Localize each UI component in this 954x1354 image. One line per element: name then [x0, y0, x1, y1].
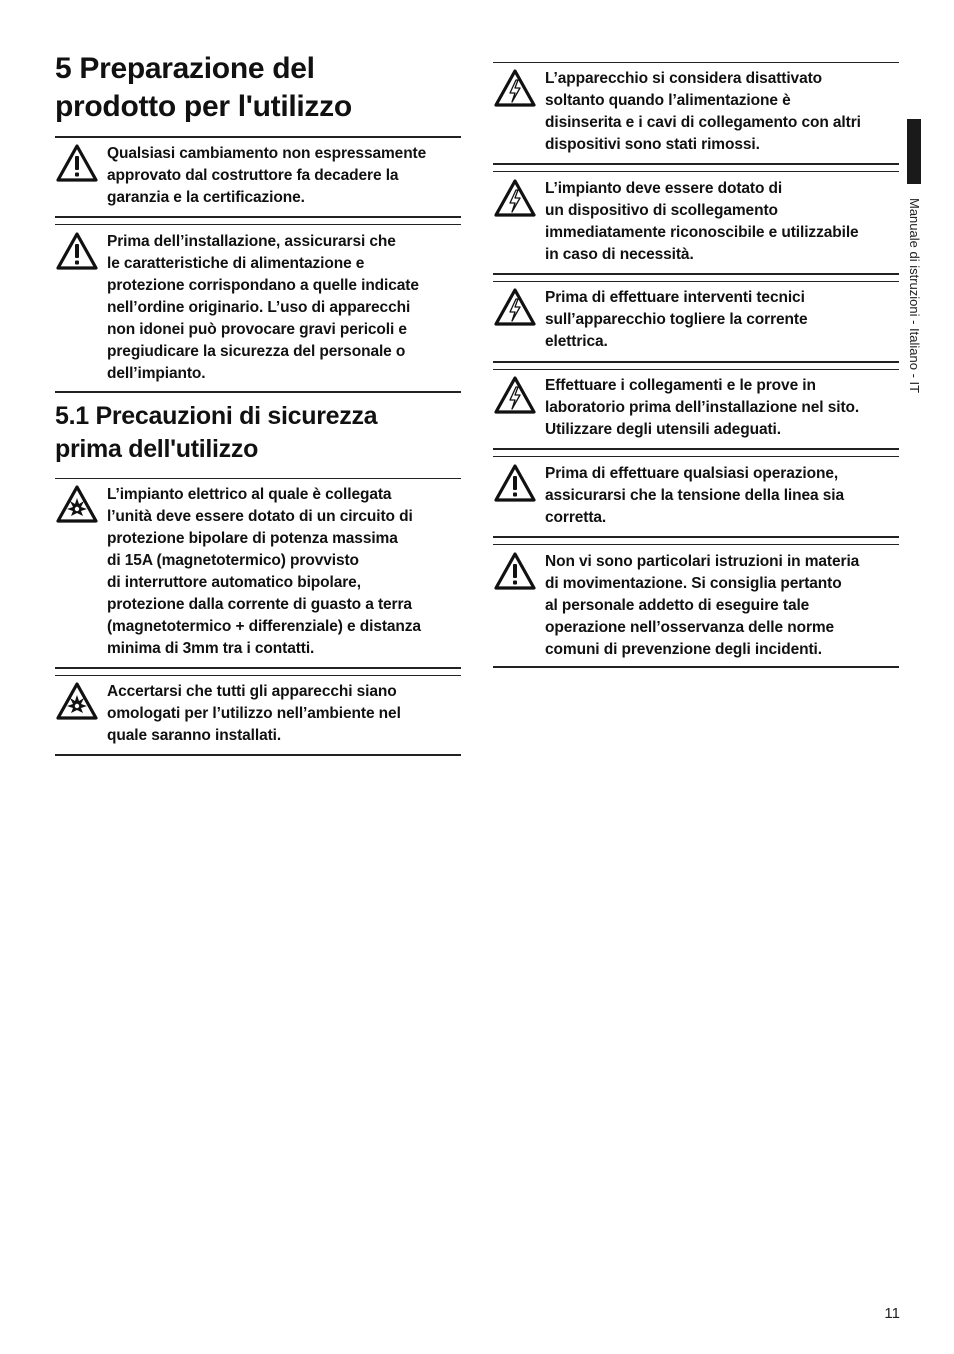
note-text: Prima dell’installazione, assicurarsi che le caratteristiche di alimentazione e protezione corrispondano a quelle indicate nell’ordine originario. L’uso di apparecchi non idonei può provocare gravi pericoli e pregiudicare la sicurezza del personale o dell’impianto.	[107, 233, 419, 382]
divider	[55, 391, 461, 393]
note-text: Prima di effettuare interventi tecnici sull’apparecchio togliere la corrente elettrica.	[545, 289, 808, 350]
note-text: Accertarsi che tutti gli apparecchi siano omologati per l’utilizzo nell’ambiente nel quale saranno installati.	[107, 683, 401, 744]
page-number: 11	[884, 1305, 900, 1322]
section-tab-marker	[907, 119, 921, 184]
note-text: L’impianto elettrico al quale è collegata l’unità deve essere dotato di un circuito di protezione bipolare di potenza massima di 15A (magnetotermico) provvisto di interruttore automatico bipolare, protezione dalla corrente di guasto a terra (magnetotermico + differenziale) e distanza minima di 3mm tra i contatti.	[107, 486, 421, 657]
electric-hazard-icon	[493, 287, 537, 327]
warning-icon	[493, 463, 537, 503]
electric-note	[493, 287, 899, 353]
electric-hazard-icon	[493, 178, 537, 218]
divider	[493, 361, 899, 363]
divider	[493, 171, 899, 172]
divider	[493, 666, 899, 668]
divider	[493, 273, 899, 275]
warning-icon	[55, 143, 99, 183]
explosion-note	[55, 484, 461, 660]
divider	[493, 62, 899, 63]
divider	[493, 369, 899, 370]
divider	[55, 478, 461, 479]
note-text: L’impianto deve essere dotato di un dispositivo di scollegamento immediatamente riconoscibile e utilizzabile in caso di necessità.	[545, 180, 859, 263]
divider	[493, 163, 899, 165]
divider	[493, 281, 899, 282]
warning-note	[493, 551, 899, 661]
sidebar-manual-label: Manuale di istruzioni - Italiano - IT	[907, 198, 922, 394]
note-text: Non vi sono particolari istruzioni in materia di movimentazione. Si consiglia pertanto al personale addetto di eseguire tale operazione nell’osservanza delle norme comuni di prevenzione degli incidenti.	[545, 553, 860, 658]
warning-note	[493, 463, 899, 529]
note-text: Prima di effettuare qualsiasi operazione, assicurarsi che la tensione della linea sia corretta.	[545, 465, 844, 526]
divider	[493, 536, 899, 538]
electric-note	[493, 178, 899, 266]
divider	[55, 667, 461, 669]
electric-hazard-icon	[493, 375, 537, 415]
note-text: L’apparecchio si considera disattivato soltanto quando l’alimentazione è disinserita e i cavi di collegamento con altri dispositivi sono stati rimossi.	[545, 70, 861, 153]
divider	[55, 675, 461, 676]
divider	[493, 544, 899, 545]
warning-icon	[55, 231, 99, 271]
electric-hazard-icon	[493, 68, 537, 108]
electric-note	[493, 68, 899, 156]
explosion-note	[55, 681, 461, 747]
divider	[493, 456, 899, 457]
explosion-hazard-icon	[55, 484, 99, 524]
warning-note	[55, 143, 461, 209]
divider	[55, 136, 461, 138]
section-heading: 5.1 Precauzioni di sicurezza prima dell'utilizzo	[55, 402, 378, 463]
divider	[55, 216, 461, 218]
explosion-hazard-icon	[55, 681, 99, 721]
divider	[493, 448, 899, 450]
electric-note	[493, 375, 899, 441]
divider	[55, 224, 461, 225]
warning-icon	[493, 551, 537, 591]
divider	[55, 754, 461, 756]
page-title: 5 Preparazione del prodotto per l'utilizzo	[55, 52, 352, 123]
note-text: Qualsiasi cambiamento non espressamente approvato dal costruttore fa decadere la garanzia e la certificazione.	[107, 145, 427, 206]
note-text: Effettuare i collegamenti e le prove in laboratorio prima dell’installazione nel sito. Utilizzare degli utensili adeguati.	[545, 377, 860, 438]
warning-note	[55, 231, 461, 385]
